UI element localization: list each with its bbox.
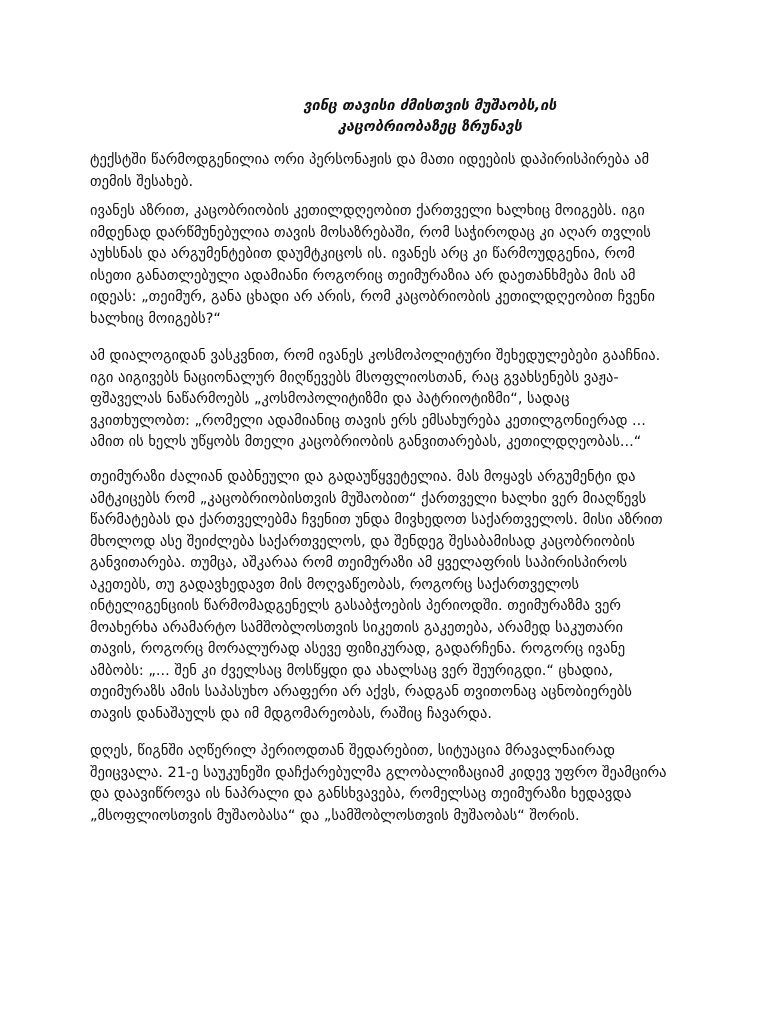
paragraph-line: დღეს, წიგნში აღწერილ პერიოდთან შედარებით, სიტუაცია მრავალნაირად bbox=[90, 743, 615, 759]
paragraph-line: თემის შესახებ. bbox=[90, 173, 194, 190]
paragraph-line: იდეას: „თეიმურ, განა ცხადი არ არის, რომ კაცობრიობის კეთილდღეობით ჩვენი bbox=[90, 289, 656, 305]
paragraph-line: თავის, როგორც მორალურად ასევე ფიზიკურად, გადარჩენა. როგორც ივანე bbox=[90, 641, 626, 657]
paragraph-line: ამბობს: „... შენ კი ძველსაც მოსწყდი და ახალსაც ვერ შეურიგდი.“ ცხადია, bbox=[90, 662, 614, 679]
paragraph-intro bbox=[90, 150, 690, 193]
document-title bbox=[200, 96, 660, 138]
paragraph-line: აკეთებს, თუ გადავხედავთ მის მოღვაწეობას, როგორც საქართველოს bbox=[90, 576, 580, 593]
paragraph-line: თავის დანაშაულს და იმ მდგომარეობას, რაშიც ჩავარდა. bbox=[90, 705, 492, 722]
paragraph-line: ფშაველას ნაწარმოებს „კოსმოპოლიტიზმი და პატრიოტიზმი“, სადაც bbox=[90, 391, 570, 407]
paragraph-line: თეიმურაზს ამის საპასუხო არაფერი არ აქვს, რადგან თვითონაც აცნობიერებს bbox=[90, 684, 632, 700]
paragraph-line: მხოლოდ ასე შეიძლება საქართველოს, და შენდეგ შესაბამისად კაცობრიობის bbox=[90, 533, 635, 550]
title-line: კაცობრიობაზეც ზრუნავს bbox=[338, 119, 522, 135]
paragraph-line: ინტელიგენციის წარმომადგენელს გასაბჭოების პერიოდში. თეიმურაზმა ვერ bbox=[90, 598, 621, 614]
paragraph-line: თეიმურაზი ძალიან დაბნეული და გადაუწყვეტელია. მას მოყავს არგუმენტი და bbox=[90, 469, 636, 485]
paragraph-line: განვითარება. თუმცა, აშკარაა რომ თეიმურაზი ამ ყველაფრის საპირისპიროს bbox=[90, 555, 628, 571]
paragraph-today bbox=[90, 741, 690, 827]
paragraph-line: ხალხიც მოიგებს?“ bbox=[90, 310, 221, 327]
paragraph-line: მოახერხა არამარტო სამშობლოსთვის სიკეთის გაკეთება, არამედ საკუთარი bbox=[90, 619, 624, 636]
paragraph-line: ამ დიალოგიდან ვასკვნით, რომ ივანეს კოსმოპოლიტური შეხედულებები გააჩნია. bbox=[90, 348, 661, 364]
paragraph-teimuraz bbox=[90, 467, 690, 725]
paragraph-line: ისეთი განათლებული ადამიანი როგორიც თეიმურაზია არ დაეთანხმება მის ამ bbox=[90, 267, 636, 284]
paragraph-line: ვკითხულობთ: „რომელი ადამიანიც თავის ერს ემსახურება კეთილგონიერად ... bbox=[90, 412, 646, 429]
paragraph-ivane bbox=[90, 201, 690, 330]
paragraph-line: შეიცვალა. 21-ე საუკუნეში დაჩქარებულმა გლობალიზაციამ კიდევ უფრო შეამცირა bbox=[90, 764, 667, 781]
paragraph-line: და დაავიწროვა ის ნაპრალი და განსხვავება, რომელსაც თეიმურაზი ხედავდა bbox=[90, 786, 632, 802]
paragraph-line: ივანეს აზრით, კაცობრიობის კეთილდღეობით ქართველი ხალხიც მოიგებს. იგი bbox=[90, 203, 645, 219]
paragraph-line: იმდენად დარწმუნებულია თავის მოსაზრებაში, რომ საჭიროდაც კი აღარ თვლის bbox=[90, 224, 651, 241]
paragraph-line: ამტკიცებს რომ „კაცობრიობისთვის მუშაობით“ ქართველი ხალხი ვერ მიაღწევს bbox=[90, 490, 647, 507]
paragraph-line: „მსოფლიოსთვის მუშაობასა“ და „სამშობლოსთვის მუშაობას“ შორის. bbox=[90, 807, 580, 824]
paragraph-line: ამით ის ხელს უწყობს მთელი კაცობრიობის განვითარებას, კეთილდღეობას...“ bbox=[90, 434, 642, 450]
paragraph-line: იგი აიგივებს ნაციონალურ მიღწევებს მსოფლიოსთან, რაც გვახსენებს ვაჟა- bbox=[90, 369, 619, 386]
title-line: ვინც თავისი ძმისთვის მუშაობს,ის bbox=[303, 98, 557, 114]
paragraph-line: აუხსნას და არგუმენტებით დაუმტკიცოს ის. ივანეს არც კი წარმოუდგენია, რომ bbox=[90, 246, 635, 262]
paragraph-line: წარმატებას და ქართველებმა ჩვენით უნდა მივხედოთ საქართველოს. მისი აზრით bbox=[90, 512, 663, 528]
paragraph-line: ტექსტში წარმოდგენილია ორი პერსონაჟის და მათი იდეების დაპირისპირება ამ bbox=[90, 152, 650, 168]
paragraph-dialogue bbox=[90, 346, 690, 454]
